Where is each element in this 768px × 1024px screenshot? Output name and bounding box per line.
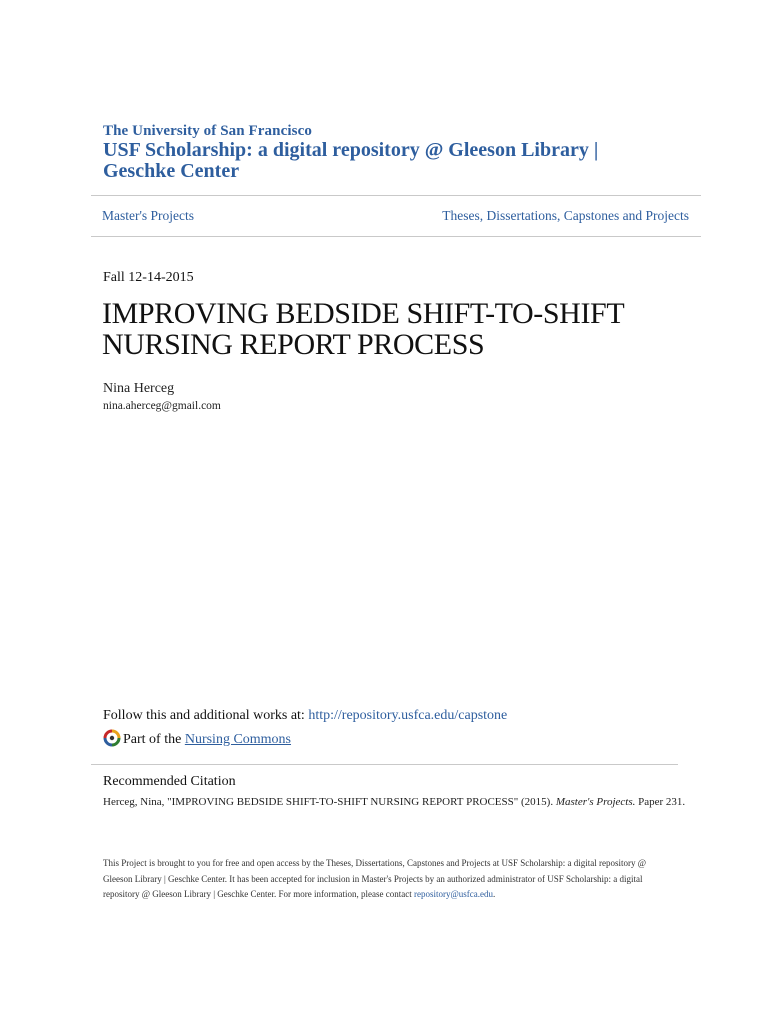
follow-line (103, 708, 507, 724)
theses-collection-link[interactable]: Theses, Dissertations, Capstones and Projects (442, 208, 689, 223)
citation-series: Master's Projects. (555, 796, 636, 808)
citation-paper: Paper 231. (635, 796, 686, 808)
publication-date: Fall 12-14-2015 (103, 270, 194, 285)
network-commons-icon (103, 729, 121, 747)
top-divider (91, 195, 701, 196)
notice-end: . (493, 889, 496, 899)
follow-label: Follow this and additional works at: (103, 708, 309, 723)
citation-text (103, 796, 685, 808)
citation-heading: Recommended Citation (103, 774, 236, 789)
notice-text: This Project is brought to you for free and open access by the Theses, Dissertations, Capstones and Projects at USF Scholarship: a digital repository @ Gleeson Library | Geschke Center. It has been accepted for inclusion in Master's Projects by an authorized administrator of USF Scholarship: a digital repository @ Gleeson Library | Geschke Center. For more information, please contact (103, 858, 647, 899)
repository-title-link[interactable]: USF Scholarship: a digital repository @ Gleeson Library | Geschke Center (103, 139, 599, 182)
citation-divider (91, 764, 678, 765)
author-email: nina.aherceg@gmail.com (103, 400, 221, 412)
masters-projects-link[interactable]: Master's Projects (102, 208, 195, 223)
part-of-label: Part of the (123, 732, 182, 747)
nursing-commons-link[interactable]: Nursing Commons (184, 732, 292, 747)
author-name: Nina Herceg (103, 381, 175, 396)
document-title: IMPROVING BEDSIDE SHIFT-TO-SHIFT NURSING REPORT PROCESS (102, 297, 624, 361)
part-of-line (103, 731, 291, 749)
nav-bottom-divider (91, 236, 701, 237)
institution-name[interactable]: The University of San Francisco (103, 123, 312, 139)
access-notice (103, 856, 668, 903)
citation-main: Herceg, Nina, "IMPROVING BEDSIDE SHIFT-TO-SHIFT NURSING REPORT PROCESS" (2015). (103, 796, 556, 808)
contact-email-link[interactable]: repository@usfca.edu (414, 889, 494, 899)
repository-url-link[interactable]: http://repository.usfca.edu/capstone (308, 708, 508, 723)
